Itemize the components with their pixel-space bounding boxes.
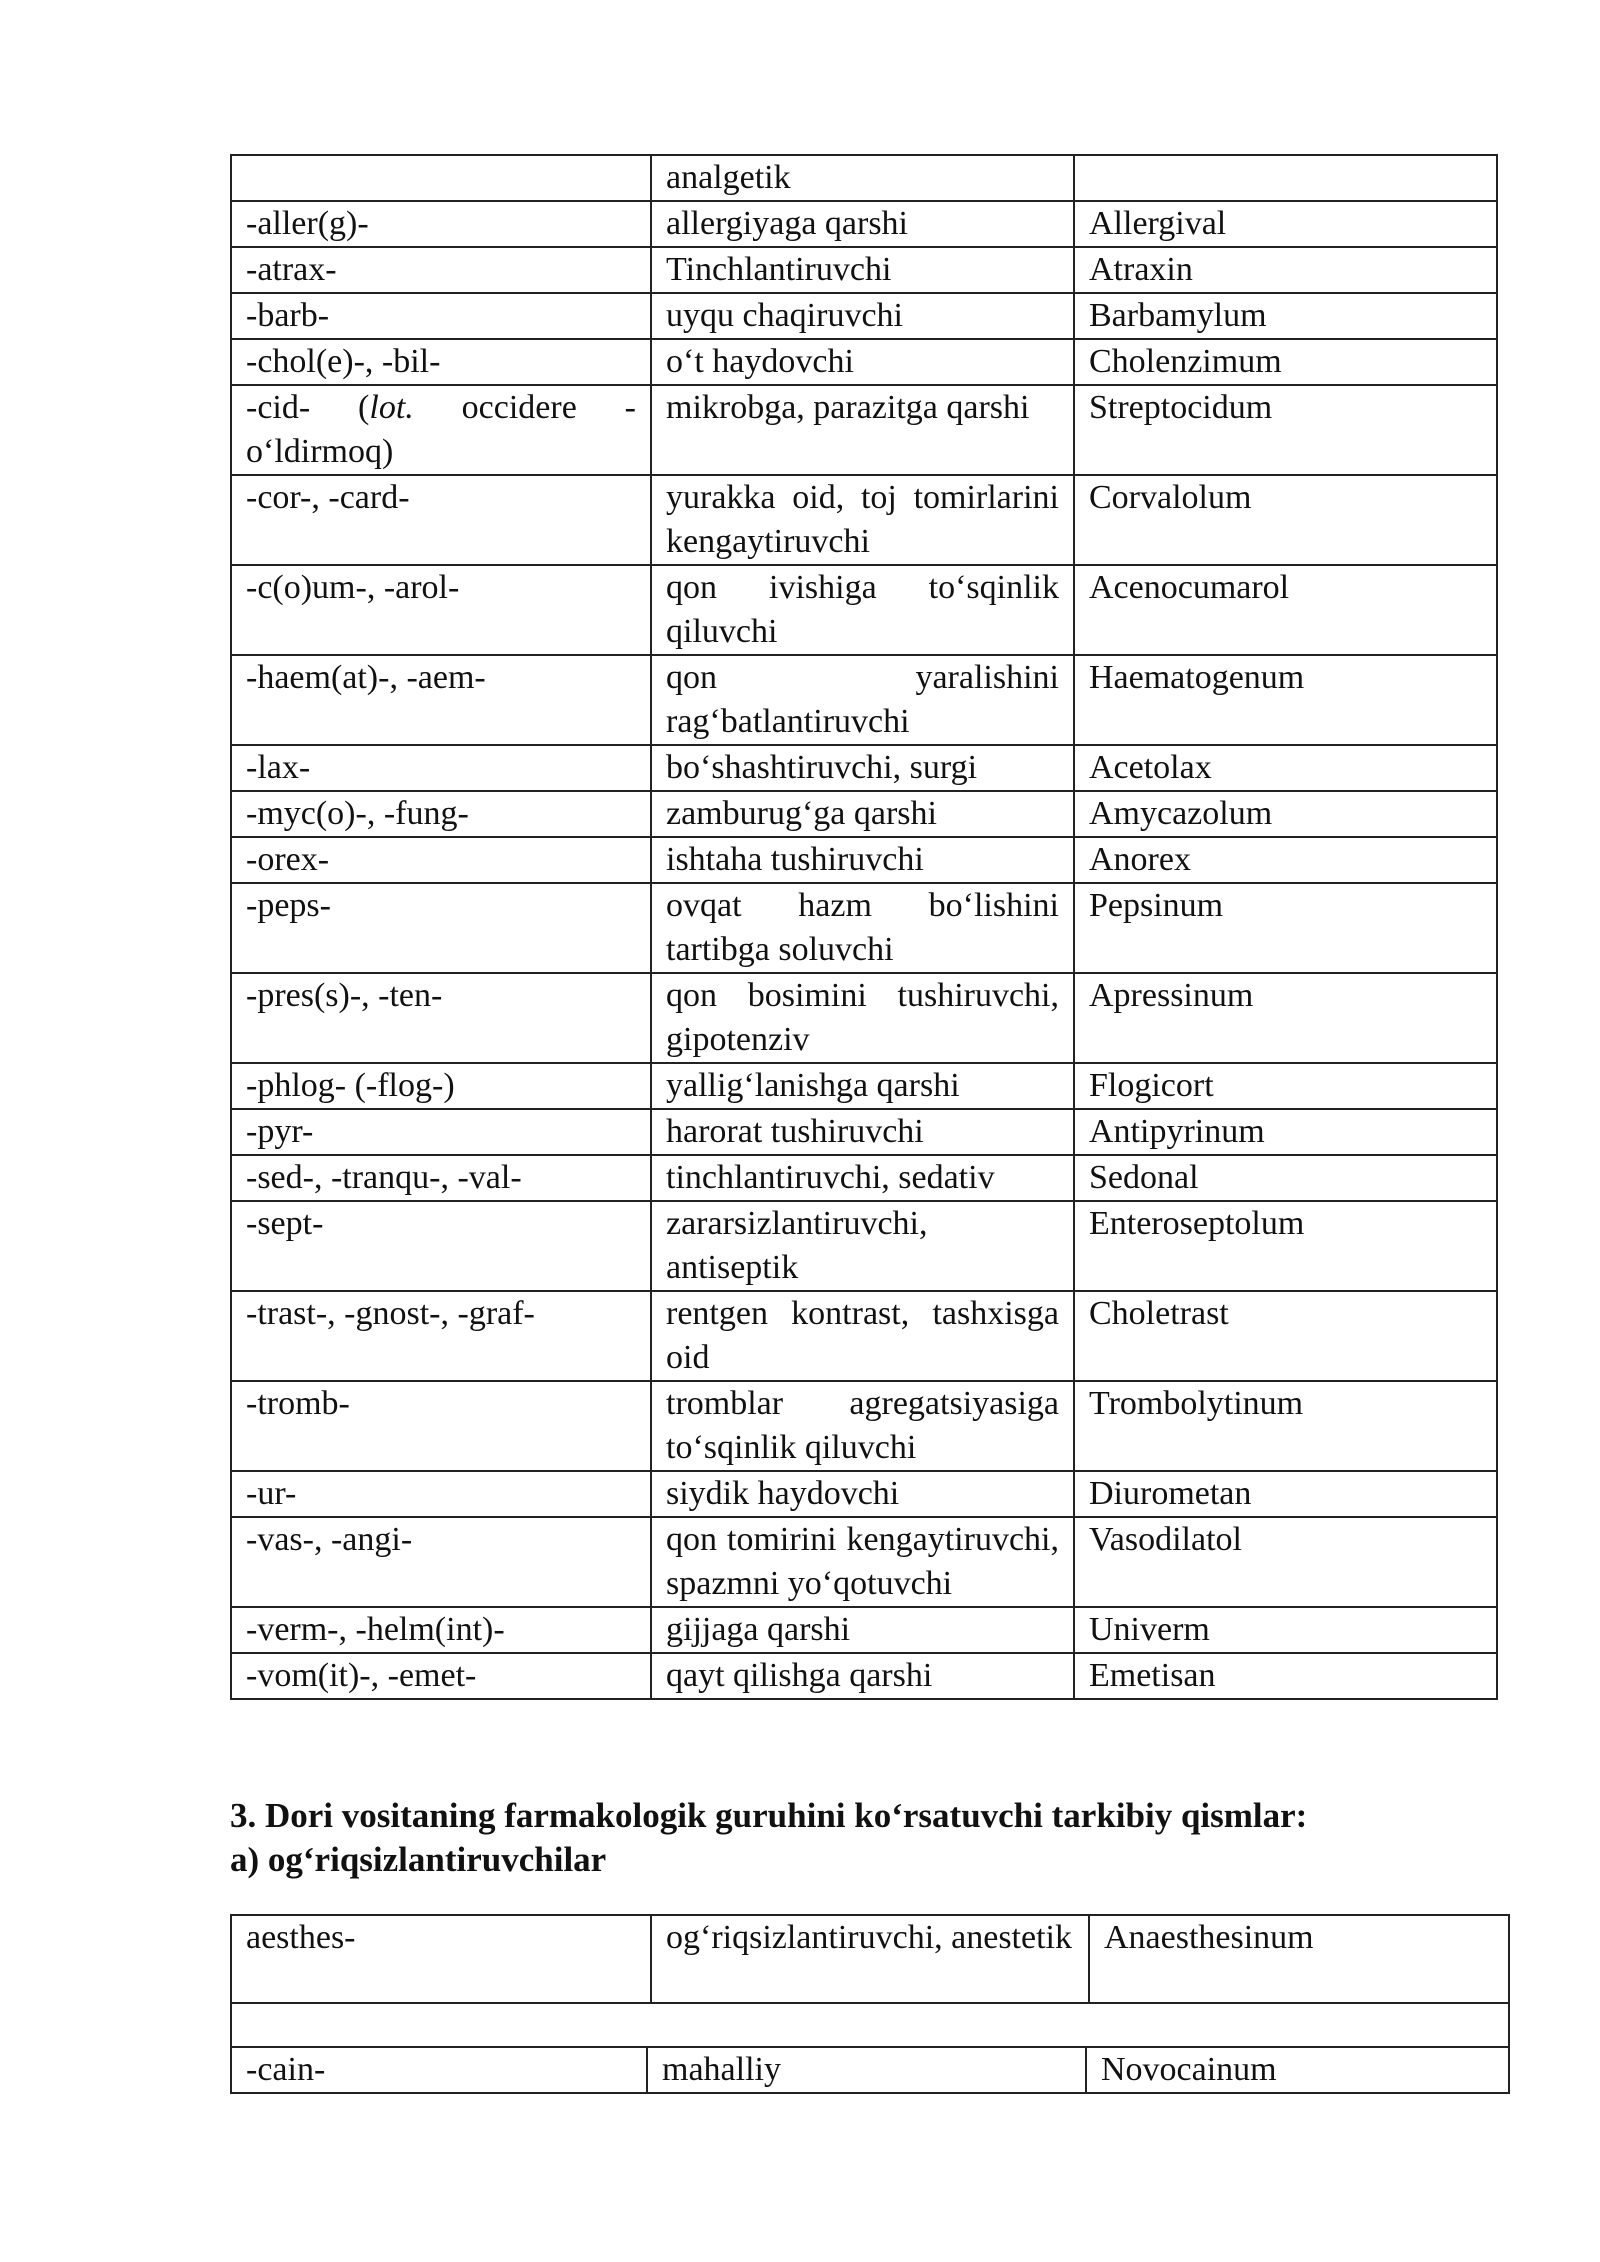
table-cell-meaning: yurakka oid, toj tomirlarini kengaytiruvchi	[651, 475, 1074, 565]
table-row	[231, 1381, 1497, 1471]
table-cell-meaning: tromblar agregatsiyasiga to‘sqinlik qiluvchi	[651, 1381, 1074, 1471]
table-cell-example: Anorex	[1074, 837, 1497, 883]
table-cell-meaning: qayt qilishga qarshi	[651, 1653, 1074, 1699]
table-cell-suffix: -myc(o)-, -fung-	[231, 791, 651, 837]
suffix-text-end: occidere - o‘ldirmoq)	[246, 389, 636, 470]
table-cell-example	[1074, 155, 1497, 201]
table-cell-example: Univerm	[1074, 1607, 1497, 1653]
table-row	[231, 1471, 1497, 1517]
table-cell-meaning: ishtaha tushiruvchi	[651, 837, 1074, 883]
table-cell-suffix: -orex-	[231, 837, 651, 883]
table-cell-suffix: -aller(g)-	[231, 201, 651, 247]
table-cell-meaning: mikrobga, parazitga qarshi	[651, 385, 1074, 475]
table-row	[231, 385, 1497, 475]
table-row	[231, 837, 1497, 883]
table-cell-suffix	[231, 155, 651, 201]
latin-abbrev: lot.	[369, 389, 414, 426]
table-cell-example: Corvalolum	[1074, 475, 1497, 565]
table-cell-suffix: -barb-	[231, 293, 651, 339]
table-row	[231, 247, 1497, 293]
table-cell-suffix: -trast-, -gnost-, -graf-	[231, 1291, 651, 1381]
table-row	[231, 201, 1497, 247]
table-cell-example: Atraxin	[1074, 247, 1497, 293]
table-row	[231, 1155, 1497, 1201]
table-cell-example: Barbamylum	[1074, 293, 1497, 339]
table-row	[231, 2047, 1509, 2093]
suffix-table-body	[231, 155, 1497, 1699]
table-cell-suffix: -c(o)um-, -arol-	[231, 565, 651, 655]
table-row	[231, 1915, 1509, 2003]
table-cell-example: Allergival	[1074, 201, 1497, 247]
table-cell-suffix: -sept-	[231, 1201, 651, 1291]
table-row	[231, 1607, 1497, 1653]
table-cell-suffix: -vom(it)-, -emet-	[231, 1653, 651, 1699]
table-cell-meaning: analgetik	[651, 155, 1074, 201]
table-cell-suffix: -cain-	[231, 2047, 647, 2093]
table-cell-meaning: yallig‘lanishga qarshi	[651, 1063, 1074, 1109]
table-cell-example: Enteroseptolum	[1074, 1201, 1497, 1291]
table-cell-example: Sedonal	[1074, 1155, 1497, 1201]
table-row	[231, 973, 1497, 1063]
table-cell-meaning: tinchlantiruvchi, sedativ	[651, 1155, 1074, 1201]
table-cell-example: Emetisan	[1074, 1653, 1497, 1699]
table-cell-example: Choletrast	[1074, 1291, 1497, 1381]
table-cell-meaning: zararsizlantiruvchi, antiseptik	[651, 1201, 1074, 1291]
table-row	[231, 655, 1497, 745]
table-cell-meaning: bo‘shashtiruvchi, surgi	[651, 745, 1074, 791]
table-cell-meaning: siydik haydovchi	[651, 1471, 1074, 1517]
table-cell-meaning: og‘riqsizlantiruvchi, anestetik	[651, 1915, 1089, 2003]
table-cell-example: Anaesthesinum	[1089, 1915, 1509, 2003]
table-cell-meaning: mahalliy	[647, 2047, 1086, 2093]
table-cell-meaning: qon ivishiga to‘sqinlik qiluvchi	[651, 565, 1074, 655]
table-row	[231, 1517, 1497, 1607]
table-row	[231, 155, 1497, 201]
table-row	[231, 565, 1497, 655]
table-row	[231, 791, 1497, 837]
table-cell-suffix: -haem(at)-, -aem-	[231, 655, 651, 745]
table-cell-suffix: -ur-	[231, 1471, 651, 1517]
table-row	[231, 339, 1497, 385]
table-cell-example: Diurometan	[1074, 1471, 1497, 1517]
table-cell-meaning: qon bosimini tushiruvchi, gipotenziv	[651, 973, 1074, 1063]
table-cell-suffix: -pyr-	[231, 1109, 651, 1155]
table-cell-example: Trombolytinum	[1074, 1381, 1497, 1471]
section-heading	[230, 1794, 1530, 1882]
suffix-text-start: -cid- (	[246, 389, 370, 426]
table-cell-example: Amycazolum	[1074, 791, 1497, 837]
table-cell-example: Vasodilatol	[1074, 1517, 1497, 1607]
analgesics-table	[230, 1914, 1510, 2048]
table-cell-example: Acenocumarol	[1074, 565, 1497, 655]
table-row	[231, 883, 1497, 973]
table-cell-suffix: -phlog- (-flog-)	[231, 1063, 651, 1109]
table-cell-suffix: -lax-	[231, 745, 651, 791]
table-cell-meaning: Tinchlantiruvchi	[651, 247, 1074, 293]
table-row	[231, 293, 1497, 339]
table-cell-example: Streptocidum	[1074, 385, 1497, 475]
suffix-table	[230, 154, 1498, 1700]
table-cell-meaning: zamburug‘ga qarshi	[651, 791, 1074, 837]
table-cell-meaning: qon yaralishini rag‘batlantiruvchi	[651, 655, 1074, 745]
table-cell-empty	[231, 2003, 1509, 2047]
table-cell-suffix: -atrax-	[231, 247, 651, 293]
table-cell-example: Flogicort	[1074, 1063, 1497, 1109]
table-cell-suffix: aesthes-	[231, 1915, 651, 2003]
table-cell-example: Acetolax	[1074, 745, 1497, 791]
table-cell-suffix	[231, 385, 651, 475]
analgesics-table-last-row	[230, 2046, 1510, 2094]
table-cell-suffix: -peps-	[231, 883, 651, 973]
table-cell-example: Antipyrinum	[1074, 1109, 1497, 1155]
table-cell-suffix: -chol(e)-, -bil-	[231, 339, 651, 385]
table-cell-meaning: o‘t haydovchi	[651, 339, 1074, 385]
table-row	[231, 1109, 1497, 1155]
table-row	[231, 1201, 1497, 1291]
table-cell-meaning: gijjaga qarshi	[651, 1607, 1074, 1653]
table-cell-suffix: -cor-, -card-	[231, 475, 651, 565]
table-cell-suffix: -pres(s)-, -ten-	[231, 973, 651, 1063]
table-cell-meaning: qon tomirini kengaytiruvchi, spazmni yo‘qotuvchi	[651, 1517, 1074, 1607]
table-row	[231, 1063, 1497, 1109]
table-cell-meaning: rentgen kontrast, tashxisga oid	[651, 1291, 1074, 1381]
table-cell-meaning: harorat tushiruvchi	[651, 1109, 1074, 1155]
table-cell-meaning: ovqat hazm bo‘lishini tartibga soluvchi	[651, 883, 1074, 973]
table-cell-example: Haematogenum	[1074, 655, 1497, 745]
table-cell-suffix: -sed-, -tranqu-, -val-	[231, 1155, 651, 1201]
table-cell-meaning: allergiyaga qarshi	[651, 201, 1074, 247]
table-row	[231, 1653, 1497, 1699]
table-cell-suffix: -verm-, -helm(int)-	[231, 1607, 651, 1653]
table-cell-meaning: uyqu chaqiruvchi	[651, 293, 1074, 339]
table-cell-suffix: -vas-, -angi-	[231, 1517, 651, 1607]
table-row	[231, 475, 1497, 565]
table-cell-example: Pepsinum	[1074, 883, 1497, 973]
table-row	[231, 1291, 1497, 1381]
section-heading-line-1: 3. Dori vositaning farmakologik guruhini ko‘rsatuvchi tarkibiy qismlar:	[230, 1796, 1308, 1835]
section-heading-line-2: a) og‘riqsizlantiruvchilar	[230, 1840, 607, 1879]
table-row	[231, 745, 1497, 791]
table-row	[231, 2003, 1509, 2047]
table-cell-example: Cholenzimum	[1074, 339, 1497, 385]
table-cell-example: Apressinum	[1074, 973, 1497, 1063]
table-cell-example: Novocainum	[1086, 2047, 1509, 2093]
table-cell-suffix: -tromb-	[231, 1381, 651, 1471]
